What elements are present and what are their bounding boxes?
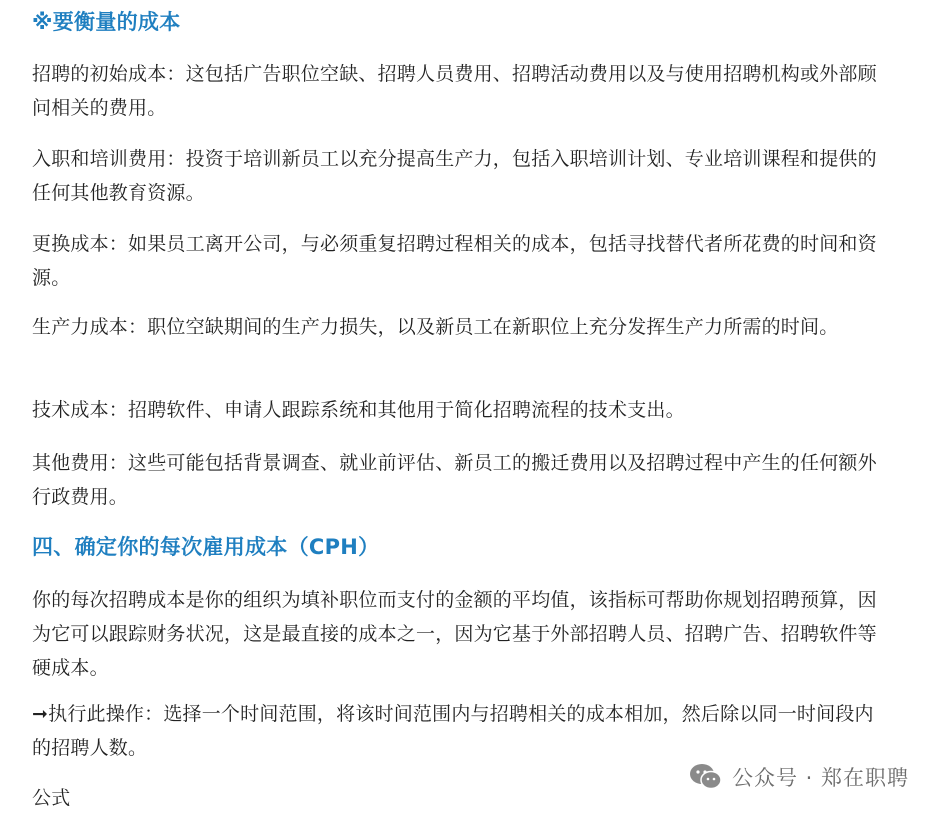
section-heading-costs: ※要衡量的成本 xyxy=(32,10,181,34)
watermark xyxy=(688,762,909,792)
watermark-text: 公众号 · 郑在职聘 xyxy=(731,766,909,790)
paragraph-technology-cost: 技术成本：招聘软件、申请人跟踪系统和其他用于简化招聘流程的技术支出。 xyxy=(32,399,685,421)
paragraph-replacement-cost: 更换成本：如果员工离开公司，与必须重复招聘过程相关的成本，包括寻找替代者所花费的时间和资源。 xyxy=(32,233,877,289)
paragraph-onboarding-cost: 入职和培训费用：投资于培训新员工以充分提高生产力，包括入职培训计划、专业培训课程和提供的任何其他教育资源。 xyxy=(32,148,877,204)
paragraph-action: ➞执行此操作：选择一个时间范围，将该时间范围内与招聘相关的成本相加，然后除以同一时间段内的招聘人数。 xyxy=(32,703,874,759)
paragraph-initial-cost: 招聘的初始成本：这包括广告职位空缺、招聘人员费用、招聘活动费用以及与使用招聘机构或外部顾问相关的费用。 xyxy=(32,63,877,119)
paragraph-productivity-cost: 生产力成本：职位空缺期间的生产力损失，以及新员工在新职位上充分发挥生产力所需的时间。 xyxy=(32,316,839,338)
paragraph-cph-definition: 你的每次招聘成本是你的组织为填补职位而支付的金额的平均值，该指标可帮助你规划招聘预算，因为它可以跟踪财务状况，这是最直接的成本之一，因为它基于外部招聘人员、招聘广告、招聘软件等硬成本。 xyxy=(32,589,877,679)
wechat-icon xyxy=(688,762,724,792)
paragraph-other-cost: 其他费用：这些可能包括背景调查、就业前评估、新员工的搬迁费用以及招聘过程中产生的任何额外行政费用。 xyxy=(32,452,877,508)
formula-label: 公式 xyxy=(32,787,71,809)
section-heading-cph: 四、确定你的每次雇用成本（CPH） xyxy=(32,535,380,559)
